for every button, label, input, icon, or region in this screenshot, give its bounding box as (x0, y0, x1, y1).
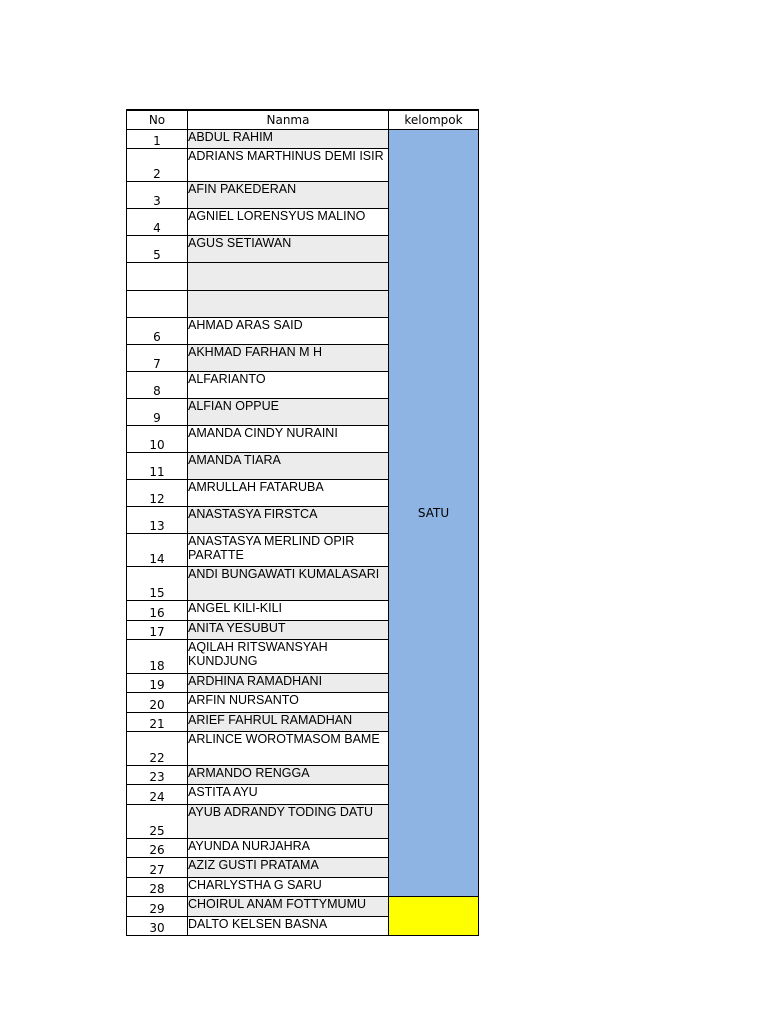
student-name[interactable]: ANGEL KILI-KILI (188, 600, 389, 620)
row-number[interactable]: 7 (127, 344, 188, 371)
student-name[interactable]: ARDHINA RAMADHANI (188, 673, 389, 692)
student-name[interactable]: AGUS SETIAWAN (188, 235, 389, 262)
row-number[interactable]: 10 (127, 425, 188, 452)
student-name[interactable] (188, 262, 389, 290)
row-number[interactable]: 21 (127, 712, 188, 731)
header-row (127, 110, 479, 129)
row-number[interactable]: 11 (127, 452, 188, 479)
student-name[interactable]: CHOIRUL ANAM FOTTYMUMU (188, 896, 389, 916)
row-number[interactable]: 6 (127, 317, 188, 344)
student-name[interactable]: ASTITA AYU (188, 784, 389, 804)
student-name[interactable]: ANASTASYA MERLIND OPIR PARATTE (188, 533, 389, 566)
table-row (127, 896, 479, 916)
student-name[interactable]: AMRULLAH FATARUBA (188, 479, 389, 506)
student-name[interactable]: ANDI BUNGAWATI KUMALASARI (188, 566, 389, 600)
row-number[interactable]: 14 (127, 533, 188, 566)
student-name[interactable]: ALFIAN OPPUE (188, 398, 389, 425)
row-number[interactable]: 18 (127, 639, 188, 673)
student-name[interactable]: ADRIANS MARTHINUS DEMI ISIR (188, 148, 389, 181)
student-name[interactable]: AMANDA CINDY NURAINI (188, 425, 389, 452)
student-group-table (126, 109, 479, 936)
row-number[interactable]: 13 (127, 506, 188, 533)
row-number[interactable]: 27 (127, 857, 188, 877)
student-name[interactable]: AKHMAD FARHAN M H (188, 344, 389, 371)
row-number[interactable]: 12 (127, 479, 188, 506)
row-number[interactable]: 1 (127, 129, 188, 148)
row-number[interactable]: 17 (127, 620, 188, 639)
row-number[interactable]: 9 (127, 398, 188, 425)
row-number[interactable]: 22 (127, 731, 188, 765)
student-name[interactable]: AYUB ADRANDY TODING DATU (188, 804, 389, 838)
row-number[interactable]: 8 (127, 371, 188, 398)
row-number[interactable]: 20 (127, 692, 188, 712)
student-name[interactable]: AZIZ GUSTI PRATAMA (188, 857, 389, 877)
row-number[interactable]: 15 (127, 566, 188, 600)
student-name[interactable]: ARFIN NURSANTO (188, 692, 389, 712)
student-name[interactable]: ABDUL RAHIM (188, 129, 389, 148)
row-number[interactable]: 4 (127, 208, 188, 235)
row-number[interactable]: 26 (127, 838, 188, 857)
student-name[interactable]: DALTO KELSEN BASNA (188, 916, 389, 935)
student-name[interactable]: AFIN PAKEDERAN (188, 181, 389, 208)
student-name[interactable]: ARMANDO RENGGA (188, 765, 389, 784)
row-number[interactable] (127, 290, 188, 317)
row-number[interactable] (127, 262, 188, 290)
student-name[interactable]: AQILAH RITSWANSYAH KUNDJUNG (188, 639, 389, 673)
student-name[interactable] (188, 290, 389, 317)
row-number[interactable]: 24 (127, 784, 188, 804)
student-name[interactable]: ALFARIANTO (188, 371, 389, 398)
row-number[interactable]: 19 (127, 673, 188, 692)
row-number[interactable]: 3 (127, 181, 188, 208)
header-group[interactable]: kelompok (389, 110, 479, 129)
student-name[interactable]: AMANDA TIARA (188, 452, 389, 479)
group-cell[interactable] (389, 896, 479, 935)
row-number[interactable]: 25 (127, 804, 188, 838)
row-number[interactable]: 2 (127, 148, 188, 181)
row-number[interactable]: 30 (127, 916, 188, 935)
student-name[interactable]: AHMAD ARAS SAID (188, 317, 389, 344)
student-name[interactable]: ANITA YESUBUT (188, 620, 389, 639)
group-cell[interactable]: SATU (389, 129, 479, 896)
row-number[interactable]: 5 (127, 235, 188, 262)
student-name[interactable]: AGNIEL LORENSYUS MALINO (188, 208, 389, 235)
header-name[interactable]: Nanma (188, 110, 389, 129)
student-name[interactable]: AYUNDA NURJAHRA (188, 838, 389, 857)
header-no[interactable]: No (127, 110, 188, 129)
student-name[interactable]: CHARLYSTHA G SARU (188, 877, 389, 896)
row-number[interactable]: 28 (127, 877, 188, 896)
row-number[interactable]: 16 (127, 600, 188, 620)
row-number[interactable]: 29 (127, 896, 188, 916)
student-name[interactable]: ANASTASYA FIRSTCA (188, 506, 389, 533)
student-name[interactable]: ARLINCE WOROTMASOM BAME (188, 731, 389, 765)
student-name[interactable]: ARIEF FAHRUL RAMADHAN (188, 712, 389, 731)
table-row (127, 129, 479, 148)
row-number[interactable]: 23 (127, 765, 188, 784)
